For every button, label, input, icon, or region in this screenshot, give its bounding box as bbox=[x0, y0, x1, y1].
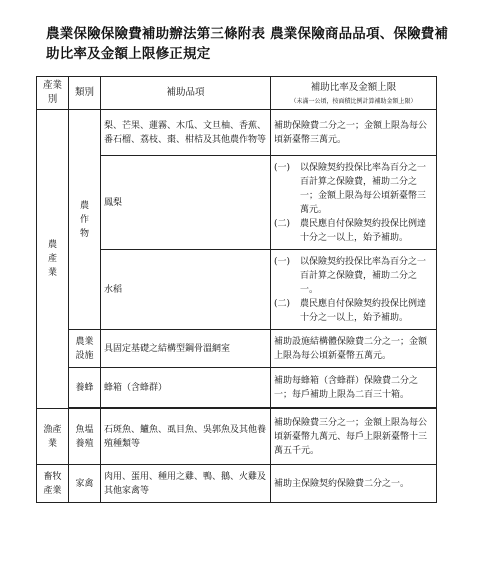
items-cell: 蜂箱（含蜂群） bbox=[101, 368, 271, 408]
category-cell-facility: 農業設施 bbox=[69, 330, 101, 368]
header-row bbox=[37, 77, 437, 110]
items-cell: 鳳梨 bbox=[101, 156, 271, 250]
table-row bbox=[37, 110, 437, 156]
ratio-cell bbox=[271, 250, 437, 330]
document-title: 農業保險保險費補助辦法第三條附表 農業保險商品品項、保險費補助比率及金額上限修正規定 bbox=[46, 26, 449, 62]
items-cell: 石斑魚、鱸魚、虱目魚、吳郭魚及其他養殖種類等 bbox=[101, 409, 271, 465]
header-industry: 產業別 bbox=[37, 77, 69, 110]
industry-cell-agriculture: 農產業 bbox=[37, 110, 69, 409]
header-items: 補助品項 bbox=[101, 77, 271, 110]
table-row bbox=[37, 409, 437, 465]
category-cell-fish: 魚塭養殖 bbox=[69, 409, 101, 465]
table-row bbox=[37, 330, 437, 368]
items-cell: 水稻 bbox=[101, 250, 271, 330]
items-cell: 梨、芒果、蓮霧、木瓜、文旦柚、香蕉、番石榴、荔枝、棗、柑桔及其他農作物等 bbox=[101, 110, 271, 156]
category-cell-poultry: 家禽 bbox=[69, 465, 101, 503]
category-cell-bees: 養蜂 bbox=[69, 368, 101, 408]
header-ratio bbox=[271, 77, 437, 110]
ratio-item: (一) 以保險契約投保比率為百分之一百計算之保險費，補助二分之一。 bbox=[274, 256, 427, 295]
regulation-table bbox=[36, 76, 437, 503]
ratio-cell: 補助主保險契約保險費二分之一。 bbox=[271, 465, 437, 503]
items-cell: 具固定基礎之結構型鋼骨溫網室 bbox=[101, 330, 271, 368]
ratio-item: (二) 農民應自付保險契約投保比例達十分之一以上，始予補助。 bbox=[274, 298, 427, 323]
items-cell: 肉用、蛋用、種用之雞、鴨、鵝、火雞及其他家禽等 bbox=[101, 465, 271, 503]
ratio-cell: 補助設施結構體保險費二分之一；金額上限為每公頃新臺幣五萬元。 bbox=[271, 330, 437, 368]
header-ratio-label: 補助比率及金額上限 bbox=[310, 81, 397, 93]
ratio-item: (一) 以保險契約投保比率為百分之一百計算之保險費，補助二分之一；金額上限為每公頃新臺幣三萬元。 bbox=[274, 162, 427, 215]
ratio-cell bbox=[271, 156, 437, 250]
header-ratio-note: （未滿一公頃，按面積比例計算補助金額上限） bbox=[290, 97, 417, 105]
industry-cell-fishery: 漁產業 bbox=[37, 409, 69, 465]
ratio-cell: 補助保險費三分之一；金額上限為每公頃新臺幣九萬元、每戶上限新臺幣十三萬五千元。 bbox=[271, 409, 437, 465]
ratio-cell: 補助保險費二分之一；金額上限為每公頃新臺幣三萬元。 bbox=[271, 110, 437, 156]
category-cell-crops: 農作物 bbox=[69, 110, 101, 330]
table-row bbox=[37, 368, 437, 408]
ratio-cell: 補助每蜂箱（含蜂群）保險費二分之一；每戶補助上限為二百三十箱。 bbox=[271, 368, 437, 408]
ratio-item: (二) 農民應自付保險契約投保比例達十分之一以上，始予補助。 bbox=[274, 218, 427, 243]
header-category: 類別 bbox=[69, 77, 101, 110]
industry-cell-livestock: 畜牧產業 bbox=[37, 465, 69, 503]
table-row bbox=[37, 465, 437, 503]
